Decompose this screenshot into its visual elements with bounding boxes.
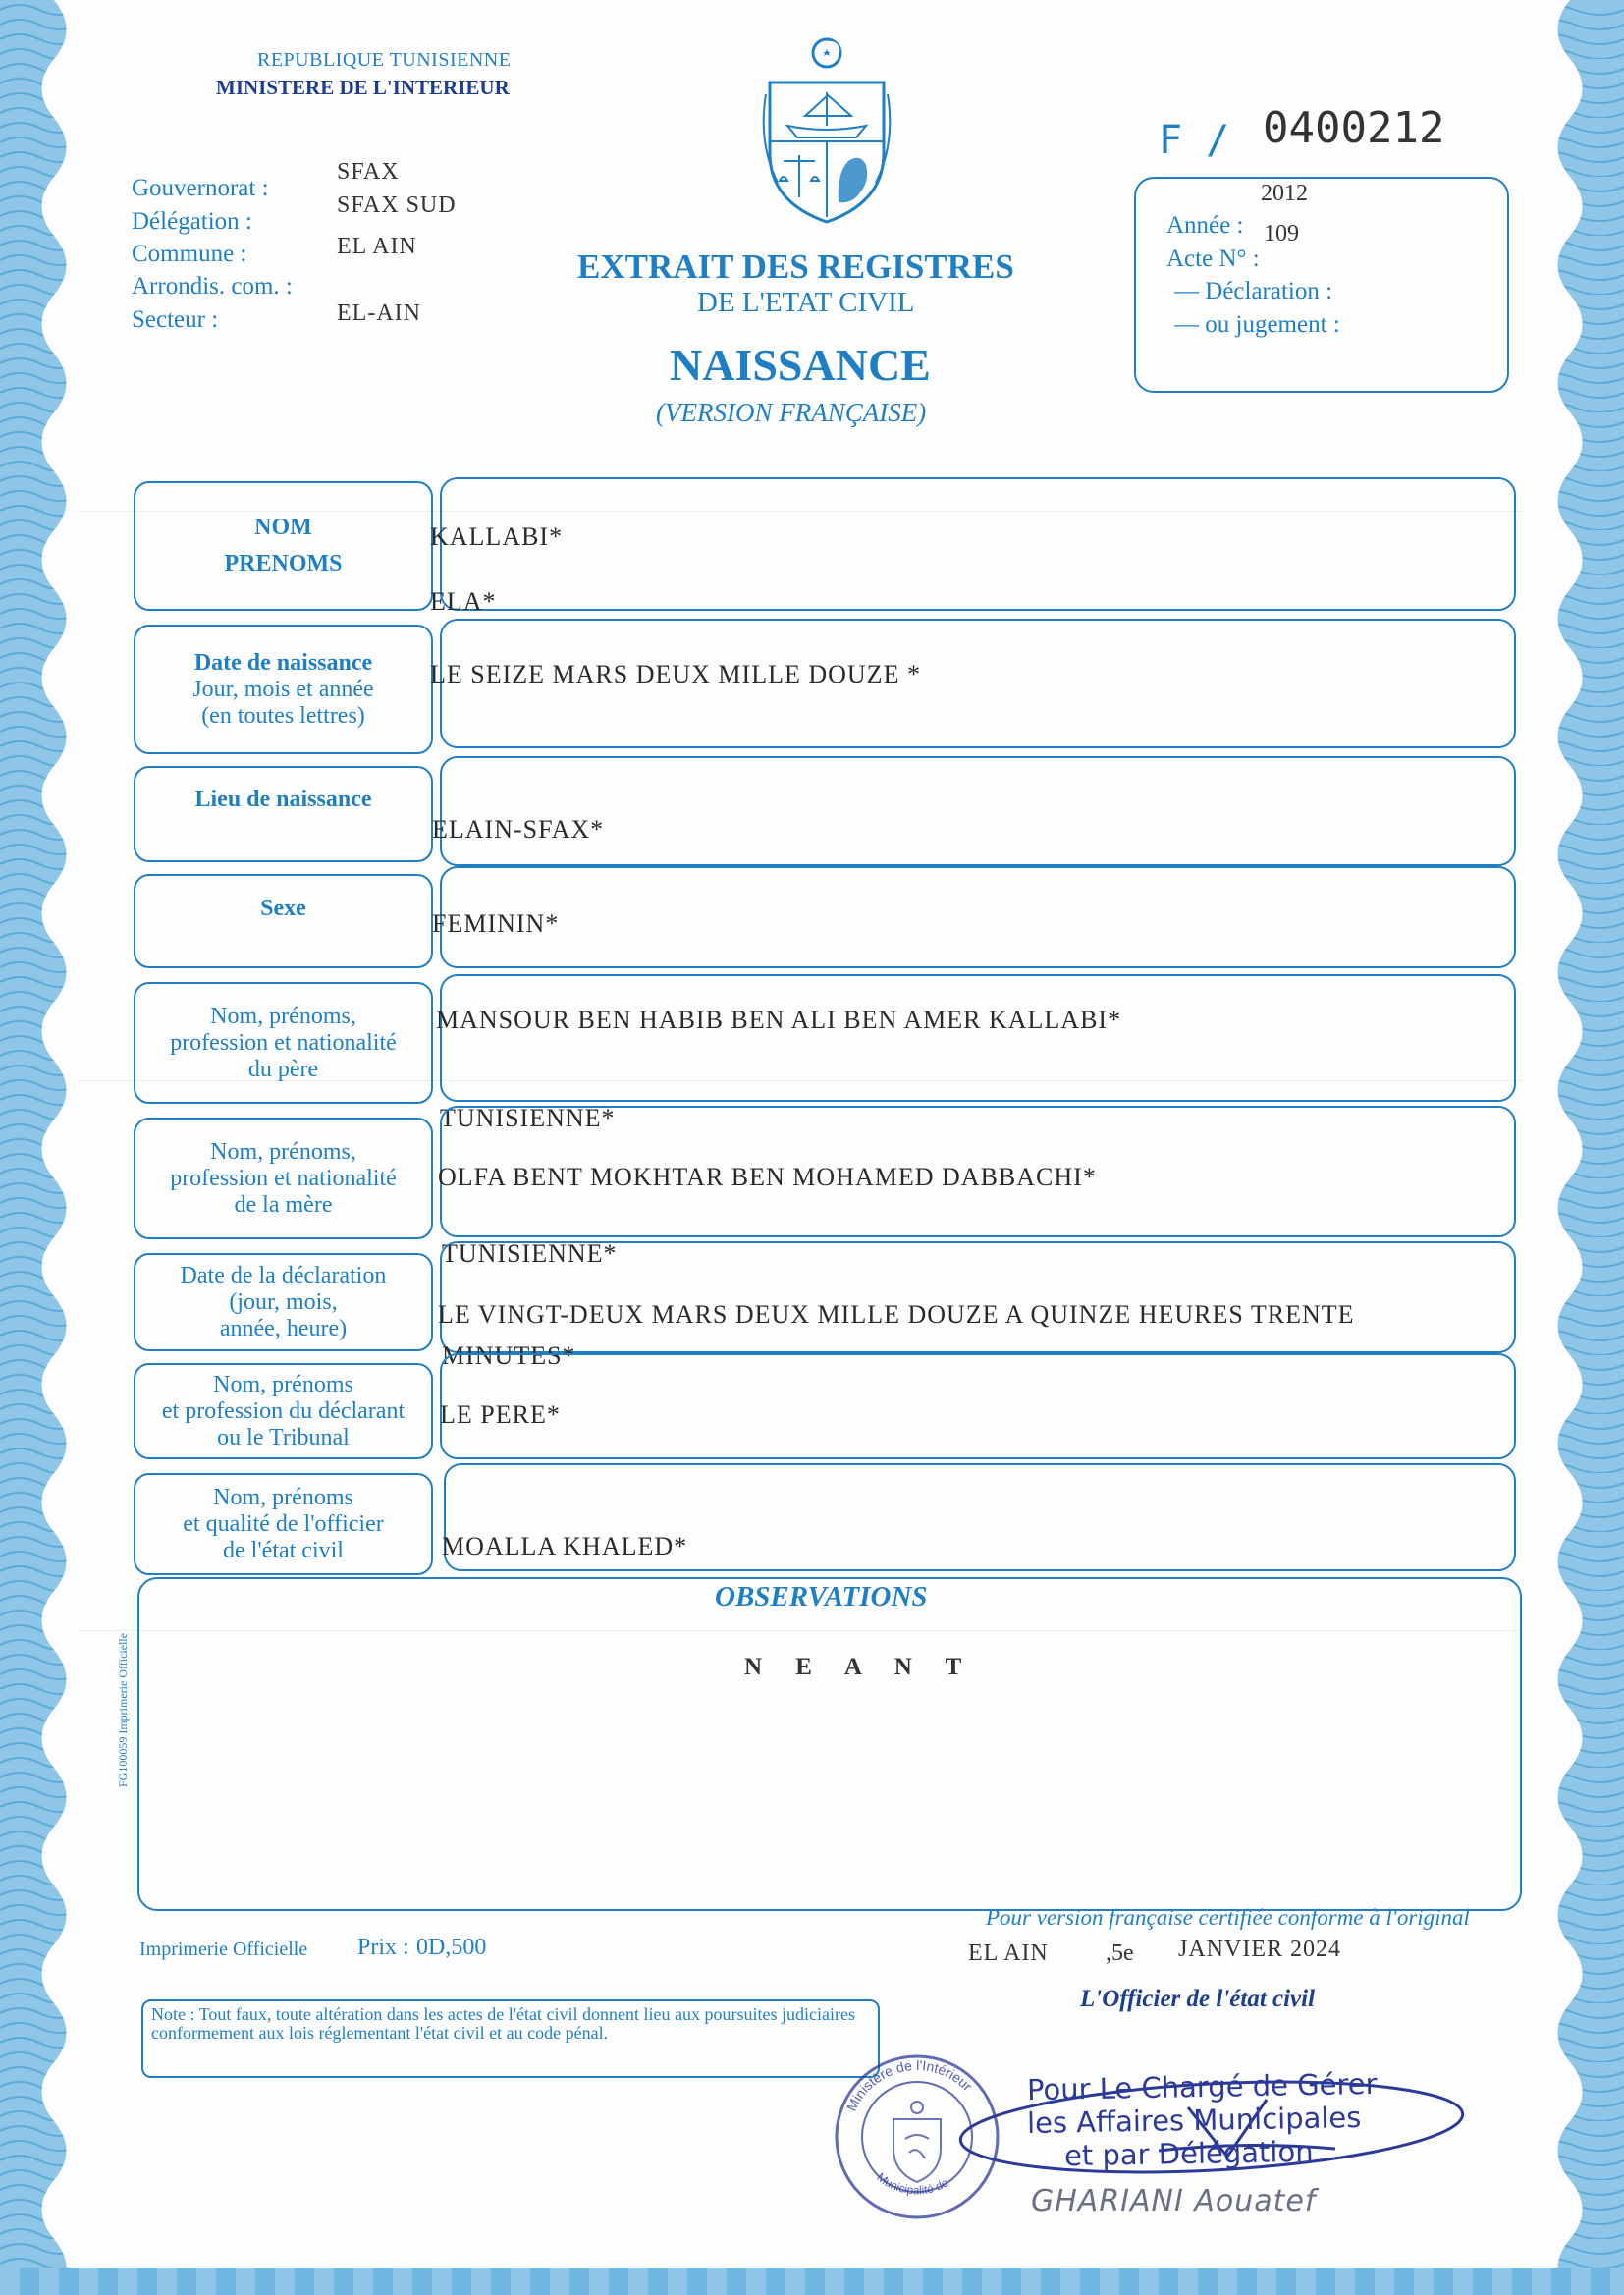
jugement-label: — ou jugement :: [1174, 311, 1340, 338]
right-guilloche-border: [1526, 0, 1624, 2295]
pere-label-box: [134, 982, 433, 1104]
nom-label: NOM: [254, 515, 312, 540]
side-print: FG100059 Imprimerie Officielle: [116, 1632, 130, 1787]
dob-label-title: Date de naissance: [193, 649, 373, 676]
declarant-label-1: Nom, prénoms: [213, 1371, 353, 1397]
serial-number: 0400212: [1263, 103, 1445, 153]
declarant-label-2: et profession du déclarant: [161, 1397, 406, 1424]
title-sub: (VERSION FRANÇAISE): [656, 398, 927, 427]
ministry-label: MINISTERE DE L'INTERIEUR: [216, 76, 510, 99]
imprimerie-label: Imprimerie Officielle: [139, 1939, 308, 1960]
dob-value: LE SEIZE MARS DEUX MILLE DOUZE *: [430, 660, 921, 688]
sexe-value-box: [440, 866, 1516, 968]
declarant-value-box: [440, 1353, 1516, 1459]
delegation-label: Délégation :: [132, 208, 252, 235]
pere-value: MANSOUR BEN HABIB BEN ALI BEN AMER KALLABI*: [436, 1006, 1122, 1034]
observations-value: N E A N T: [744, 1654, 976, 1680]
stamp-line-3: et par Délégation: [1063, 2134, 1314, 2173]
prix-value: 0D,500: [416, 1935, 487, 1960]
decl-value: LE VINGT-DEUX MARS DEUX MILLE DOUZE A QUINZE HEURES TRENTE: [438, 1300, 1355, 1329]
decl-label-1: Date de la déclaration: [180, 1262, 387, 1288]
secteur-label: Secteur :: [132, 306, 219, 333]
decl-value-box: [440, 1241, 1516, 1353]
observations-box: [137, 1577, 1522, 1911]
prenoms-value: ELA*: [430, 587, 497, 616]
declaration-label: — Déclaration :: [1174, 278, 1333, 304]
acte-value: 109: [1264, 221, 1299, 246]
mere-label-2: profession et nationalité: [170, 1165, 397, 1191]
sexe-value: FEMININ*: [432, 909, 560, 938]
officer-title: L'Officier de l'état civil: [1080, 1986, 1316, 2012]
left-guilloche-border: [0, 0, 79, 2295]
bottom-guilloche-border: [0, 2268, 1624, 2295]
declarant-value: LE PERE*: [440, 1400, 561, 1429]
pere-label-2: profession et nationalité: [170, 1029, 397, 1056]
officier-label-2: et qualité de l'officier: [183, 1510, 384, 1537]
title-main: NAISSANCE: [670, 340, 931, 390]
pere-label-1: Nom, prénoms,: [210, 1003, 356, 1029]
declarant-label-3: ou le Tribunal: [217, 1424, 350, 1450]
title-line1: EXTRAIT DES REGISTRES: [577, 247, 1014, 286]
officier-value: MOALLA KHALED*: [442, 1532, 688, 1560]
delegation-value: SFAX SUD: [337, 192, 457, 218]
decl-label-box: [134, 1253, 433, 1351]
dob-label-sub1: Jour, mois et année: [192, 676, 374, 702]
seal-text-bottom: Municipalité de: [874, 2169, 951, 2198]
legal-note-text: Note : Tout faux, toute altération dans les actes de l'état civil donnent lieu aux poursuites judiciaires conformement aux lois réglementant l'état civil et au code pénal.: [151, 2004, 855, 2043]
mere-label-3: de la mère: [234, 1191, 333, 1218]
commune-value: EL AIN: [337, 234, 417, 259]
secteur-value: EL-AIN: [337, 301, 421, 326]
dob-label-sub2: (en toutes lettres): [201, 702, 365, 729]
decl-label-3: année, heure): [219, 1315, 348, 1341]
lieu-label: Lieu de naissance: [194, 786, 372, 812]
gouvernorat-value: SFAX: [337, 159, 400, 185]
seal-text-top: Ministère de l'Intérieur: [842, 2056, 976, 2114]
decl-label-2: (jour, mois,: [229, 1288, 338, 1315]
issue-day: ,5e: [1106, 1940, 1134, 1966]
certification-text: Pour version française certifiée conforme à l'original: [986, 1905, 1470, 1930]
pere-value-box: [440, 974, 1516, 1102]
annee-label: Année :: [1166, 212, 1244, 239]
nom-prenoms-value-box: [440, 477, 1516, 611]
sexe-label-box: [134, 874, 433, 968]
issue-month-year: JANVIER 2024: [1178, 1937, 1341, 1962]
lieu-label-box: [134, 766, 433, 862]
tunisia-coat-of-arms: [758, 35, 895, 228]
mere-value: OLFA BENT MOKHTAR BEN MOHAMED DABBACHI*: [438, 1163, 1097, 1191]
mere-nationality: TUNISIENNE*: [442, 1239, 618, 1268]
decl-value-continued: MINUTES*: [442, 1341, 576, 1370]
nom-value: KALLABI*: [430, 522, 564, 551]
legal-note-box: [141, 1999, 880, 2078]
observations-title: OBSERVATIONS: [715, 1581, 928, 1612]
prix-label: Prix :: [357, 1935, 409, 1960]
acte-label: Acte N° :: [1166, 246, 1260, 272]
commune-label: Commune :: [132, 241, 247, 267]
gouvernorat-label: Gouvernorat :: [132, 175, 269, 201]
serial-prefix: F /: [1159, 118, 1230, 163]
stamp-line-2: les Affaires Municipales: [1026, 2101, 1362, 2140]
officier-label-1: Nom, prénoms: [213, 1484, 353, 1510]
pere-nationality: TUNISIENNE*: [440, 1104, 616, 1132]
nom-prenoms-label-box: [134, 481, 433, 611]
dob-label-box: [134, 625, 433, 754]
mere-label-box: [134, 1118, 433, 1239]
pere-label-3: du père: [247, 1056, 319, 1082]
declarant-label-box: [134, 1363, 433, 1459]
officier-label-box: [134, 1473, 433, 1575]
sexe-label: Sexe: [260, 895, 306, 921]
republic-label: REPUBLIQUE TUNISIENNE: [257, 49, 512, 71]
stamp-line-1: Pour Le Chargé de Gérer: [1026, 2066, 1378, 2107]
annee-value: 2012: [1261, 181, 1308, 206]
issue-place: EL AIN: [968, 1940, 1049, 1966]
prenoms-label: PRENOMS: [224, 551, 343, 576]
lieu-value: ELAIN-SFAX*: [432, 815, 605, 844]
mere-label-1: Nom, prénoms,: [210, 1138, 356, 1165]
title-line2: DE L'ETAT CIVIL: [697, 287, 915, 318]
stamp-signatory: GHARIANI Aouatef: [1031, 2184, 1317, 2218]
lieu-value-box: [440, 756, 1516, 866]
arrondis-label: Arrondis. com. :: [132, 273, 293, 300]
officier-label-3: de l'état civil: [223, 1537, 344, 1563]
